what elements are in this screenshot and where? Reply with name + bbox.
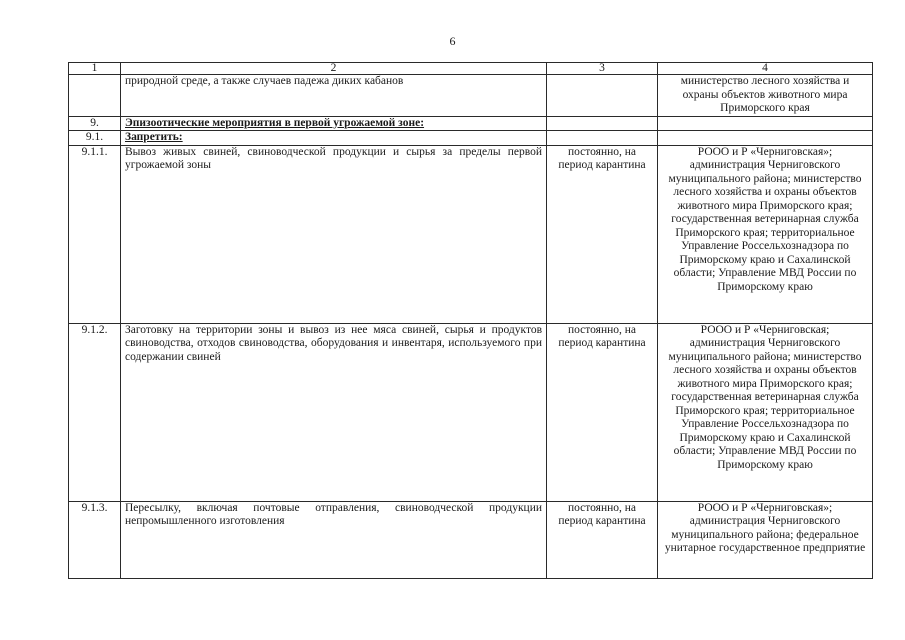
table-row	[69, 323, 873, 501]
period-cell	[547, 75, 658, 117]
responsible-cell: РООО и Р «Черниговская»; администрация Черниговского муниципального района; министерство лесного хозяйства и охраны объектов животного мира Приморского края; государственная ветеринарная служба Приморского края; территориальное Управление Россельхознадзора по Приморскому краю и Сахалинской области; Управление МВД России по Приморскому краю	[658, 145, 873, 323]
measure-text: Пересылку, включая почтовые отправления, свиноводческой продукции непромышленного изготовления	[121, 501, 547, 578]
period-cell: постоянно, на период карантина	[547, 323, 658, 501]
responsible-cell	[658, 131, 873, 146]
period-cell	[547, 131, 658, 146]
period-cell: постоянно, на период карантина	[547, 145, 658, 323]
measure-text: Вывоз живых свиней, свиноводческой продукции и сырья за пределы первой угрожаемой зоны	[121, 145, 547, 323]
column-header: 2	[121, 63, 547, 75]
row-number	[69, 75, 121, 117]
period-cell	[547, 116, 658, 131]
table-row	[69, 75, 873, 117]
table-row	[69, 131, 873, 146]
row-number: 9.1.3.	[69, 501, 121, 578]
responsible-cell: министерство лесного хозяйства и охраны объектов животного мира Приморского края	[658, 75, 873, 117]
measure-text: Запретить:	[121, 131, 547, 146]
table-row	[69, 501, 873, 578]
row-number: 9.1.1.	[69, 145, 121, 323]
row-number: 9.1.	[69, 131, 121, 146]
row-number: 9.	[69, 116, 121, 131]
column-header: 3	[547, 63, 658, 75]
period-cell: постоянно, на период карантина	[547, 501, 658, 578]
measure-text: природной среде, а также случаев падежа диких кабанов	[121, 75, 547, 117]
responsible-cell	[658, 116, 873, 131]
column-header: 4	[658, 63, 873, 75]
table-header-row	[69, 63, 873, 75]
responsible-cell: РООО и Р «Черниговская; администрация Черниговского муниципального района; министерство лесного хозяйства и охраны объектов животного мира Приморского края; государственная ветеринарная служба Приморского края; территориальное Управление Россельхознадзора по Приморскому краю и Сахалинской области; Управление МВД России по Приморскому краю	[658, 323, 873, 501]
measure-text: Заготовку на территории зоны и вывоз из нее мяса свиней, сырья и продуктов свиноводства, отходов свиноводства, оборудования и инвентаря, используемого при содержании свиней	[121, 323, 547, 501]
row-number: 9.1.2.	[69, 323, 121, 501]
measure-text: Эпизоотические мероприятия в первой угрожаемой зоне:	[121, 116, 547, 131]
page-number: 6	[449, 34, 456, 48]
table-row	[69, 116, 873, 131]
measures-table	[68, 62, 873, 579]
table-row	[69, 145, 873, 323]
responsible-cell: РООО и Р «Черниговская»; администрация Черниговского муниципального района; федеральное унитарное государственное предприятие	[658, 501, 873, 578]
column-header: 1	[69, 63, 121, 75]
